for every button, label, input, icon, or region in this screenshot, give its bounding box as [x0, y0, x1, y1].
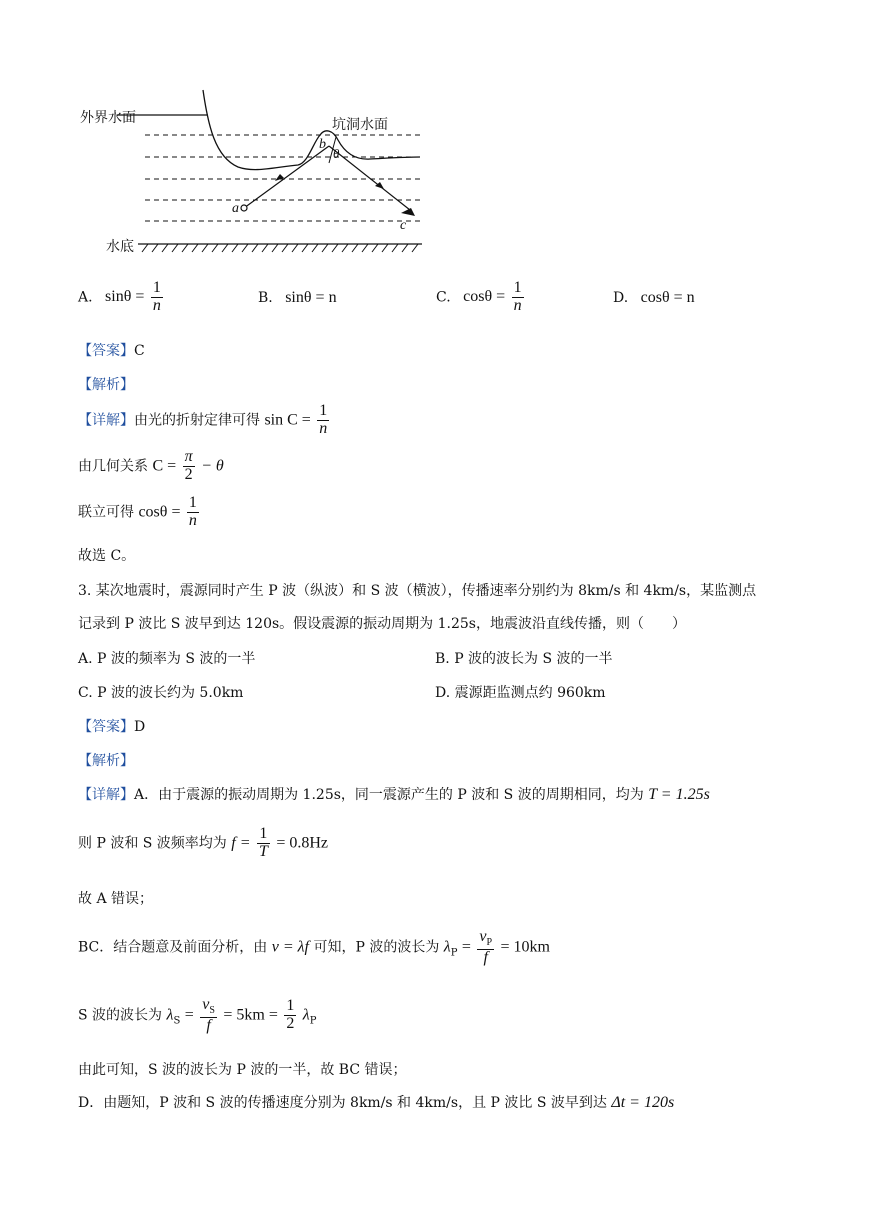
- bottom-hatching: [142, 244, 418, 252]
- option-expr: cosθ =: [463, 288, 506, 306]
- option-letter: B.: [258, 290, 273, 306]
- outer-water-label: 外界水面: [80, 110, 136, 126]
- q2-option-c: [436, 280, 526, 315]
- option-expr: cosθ = n: [640, 289, 695, 306]
- q3-detail-bc: BC．结合题意及前面分析，由 v = λf 可知，P 波的波长为 $\lambda_P$ = $\frac{v_P}{f}$ = 10km: [78, 928, 550, 966]
- q3-option-b: B. P 波的波长为 S 波的一半: [435, 651, 613, 667]
- q3-detail-s-wavelength: S 波的波长为 $\lambda_S$ = $\frac{v_S}{f}$ = 5km = $\frac{1}{2}$ $\lambda_P$: [78, 996, 317, 1034]
- incident-ray: [244, 146, 329, 208]
- reflected-ray: [329, 146, 410, 210]
- option-expr: sinθ =: [105, 288, 145, 306]
- eye-icon: [401, 208, 415, 216]
- q3-detail-a: 【详解】A．由于震源的振动周期为 1.25s，同一震源产生的 P 波和 S 波的周期相同，均为 T = 1.25s: [78, 786, 710, 803]
- q2-option-a: [78, 280, 165, 315]
- q2-option-d: [613, 289, 695, 307]
- option-letter: A.: [78, 289, 93, 306]
- q3-option-a: A. P 波的频率为 S 波的一半: [78, 651, 256, 667]
- q2-conclusion: 故选 C。: [78, 548, 136, 564]
- q2-detail-line3: 联立可得 cosθ = $\frac{1}{n}$: [78, 494, 197, 529]
- option-letter: C.: [436, 289, 451, 306]
- q3-detail-d: D．由题知，P 波和 S 波的传播速度分别为 8km/s 和 4km/s，且 P 波比 S 波早到达 Δt = 120s: [78, 1094, 675, 1111]
- fraction: $\frac{1}{n}$: [513, 279, 522, 314]
- point-b-label: b: [319, 137, 326, 152]
- q3-option-d: D. 震源距监测点约 960km: [435, 685, 606, 701]
- answer-value: C: [134, 343, 145, 359]
- point-a-marker: [241, 205, 247, 211]
- q3-detail-bc-wrong: 由此可知，S 波的波长为 P 波的一半，故 BC 错误；: [78, 1062, 407, 1078]
- q3-stem-line1: 3. 某次地震时，震源同时产生 P 波（纵波）和 S 波（横波），传播速率分别约为 8km/s 和 4km/s，某监测点: [78, 583, 757, 599]
- q2-detail-line2: 由几何关系 C = $\frac{\pi}{2}$ − θ: [78, 448, 224, 483]
- cave-water-label: 坑洞水面: [332, 117, 388, 133]
- q3-analysis-tag: 【解析】: [78, 753, 134, 769]
- answer-tag: 【答案】: [78, 343, 134, 359]
- option-expr: sinθ = n: [285, 289, 337, 306]
- angle-label: θ: [333, 146, 340, 161]
- fraction: $\frac{1}{n}$: [152, 279, 161, 314]
- q3-answer: 【答案】D: [78, 719, 146, 735]
- point-a-label: a: [232, 201, 239, 216]
- q2-answer: [78, 340, 145, 360]
- refraction-diagram: [70, 85, 430, 260]
- q2-analysis-tag: 【解析】: [78, 377, 134, 393]
- q3-detail-freq: 则 P 波和 S 波频率均为 f = $\frac{1}{T}$ = 0.8Hz: [78, 825, 329, 860]
- q3-detail-a-wrong: 故 A 错误；: [78, 891, 154, 907]
- q2-detail-line1: 【详解】由光的折射定律可得 sin C = $\frac{1}{n}$: [78, 402, 328, 437]
- point-c-label: c: [400, 218, 407, 233]
- q3-option-c: C. P 波的波长约为 5.0km: [78, 685, 244, 701]
- bottom-label: 水底: [106, 239, 134, 255]
- q2-option-b: [258, 289, 337, 307]
- q3-stem-line2: 记录到 P 波比 S 波早到达 120s。假设震源的振动周期为 1.25s，地震波沿直线传播，则（ ）: [78, 616, 686, 632]
- option-letter: D.: [613, 290, 629, 306]
